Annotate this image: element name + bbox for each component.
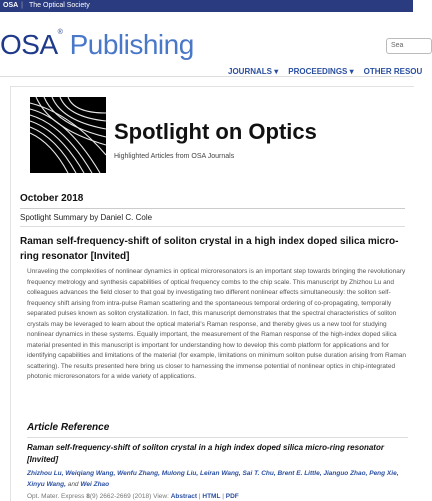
author-link[interactable]: Brent E. Little — [277, 470, 320, 477]
topbar-osa[interactable]: OSA — [3, 2, 19, 9]
author-link[interactable]: Leiran Wang — [200, 470, 239, 477]
reference-title-link[interactable]: Raman self-frequency-shift of soliton crystal in a high index doped silica micro-ring resonator [Invited] — [27, 443, 384, 464]
logo-publishing-text: Publishing — [69, 29, 194, 60]
search-input[interactable]: Sea — [386, 38, 432, 54]
author-link[interactable]: Wei Zhao — [80, 480, 110, 488]
top-bar: OSA | The Optical Society — [0, 0, 413, 12]
author-link[interactable]: Jianguo Zhao — [323, 470, 366, 477]
view-abstract-link[interactable]: Abstract — [170, 493, 198, 500]
author-link[interactable]: Weiqiang Wang — [65, 470, 114, 477]
nav-journals[interactable]: JOURNALS ▾ — [228, 67, 279, 76]
citation-journal: Opt. Mater. Express — [27, 493, 87, 500]
author-link[interactable]: Sai T. Chu — [242, 470, 274, 477]
main-nav — [228, 67, 432, 76]
article-summary-text: Unraveling the complexities of nonlinear dynamics in optical microresonators is an important step towards bringing the revolutionary frequency metrology and synthesis capabilities of optical frequency combs to the chip scale. This manuscript by Zhizhou Lu and colleagues advances the field closer to that goal by investigating two different nonlinear effects simultaneously: the soliton self-frequency shift arising from intra-pulse Raman scattering and the spontaneous temporal ordering of co-propagating, temporally separated pulses known as soliton crystallization. In fact, this manuscript demonstrates that the spectral characteristics of soliton crystals may be leveraged to learn about the optical material's Raman response, and thereby gives us a new tool for studying nonlinear dynamics in these systems. Equally important, the measurement of the Raman response of the high-index doped silica material presented in this manuscript is important for understanding how to develop this comb platform for applications and for identifying capabilities and limitations of the material (for example, limitations on minimum soliton pulse duration arising from Raman scattering). The results presented here bring us closer to harnessing the immense potential of nonlinear optics in chip-integrated photonic microresonators for a wide variety of applications. — [27, 268, 406, 380]
date-divider — [20, 208, 405, 209]
logo-osa-text: OSA — [0, 29, 58, 60]
summary-divider — [20, 226, 405, 227]
author-link[interactable]: Xinyu Wang — [27, 480, 65, 488]
site-header — [0, 12, 423, 76]
view-pdf-link[interactable]: PDF — [225, 493, 239, 500]
reference-heading: Article Reference — [27, 422, 110, 433]
author-link[interactable]: Zhizhou Lu — [27, 470, 62, 477]
nav-proceedings[interactable]: PROCEEDINGS ▾ — [288, 67, 354, 76]
issue-date: October 2018 — [20, 193, 84, 204]
nav-other-resources[interactable]: OTHER RESOU — [363, 67, 423, 76]
article-title: Raman self-frequency-shift of soliton crystal in a high index doped silica micro-ring resonator [Invited] — [20, 236, 399, 262]
spotlight-hero-image — [30, 97, 106, 173]
reference-divider — [27, 437, 408, 438]
author-link[interactable]: Wenfu Zhang — [117, 470, 159, 477]
page-title: Spotlight on Optics — [114, 119, 317, 144]
page-subtitle: Highlighted Articles from OSA Journals — [114, 153, 235, 160]
reference-authors: Zhizhou Lu, Weiqiang Wang, Wenfu Zhang, Mulong Liu, Leiran Wang, Sai T. Chu, Brent E. Little, Jianguo Zhao, Peng Xie, Xinyu Wang, and Wei Zhao — [27, 470, 399, 488]
and-text: and — [67, 480, 79, 488]
author-link[interactable]: Peng Xie — [369, 470, 397, 477]
osa-publishing-logo[interactable]: OSA® Publishing — [0, 29, 194, 60]
header-divider — [0, 76, 413, 77]
topbar-society[interactable]: The Optical Society — [29, 2, 90, 9]
citation-volume: 8 — [86, 493, 90, 500]
view-html-link[interactable]: HTML — [202, 493, 221, 500]
author-link[interactable]: Mulong Liu — [161, 470, 197, 477]
main-content — [10, 86, 414, 501]
citation-details: (9) 2662-2669 (2018) View: — [89, 493, 171, 500]
reference-citation: Opt. Mater. Express 8(9) 2662-2669 (2018) View: Abstract | HTML | PDF — [27, 493, 239, 500]
summary-byline: Spotlight Summary by Daniel C. Cole — [20, 213, 153, 222]
